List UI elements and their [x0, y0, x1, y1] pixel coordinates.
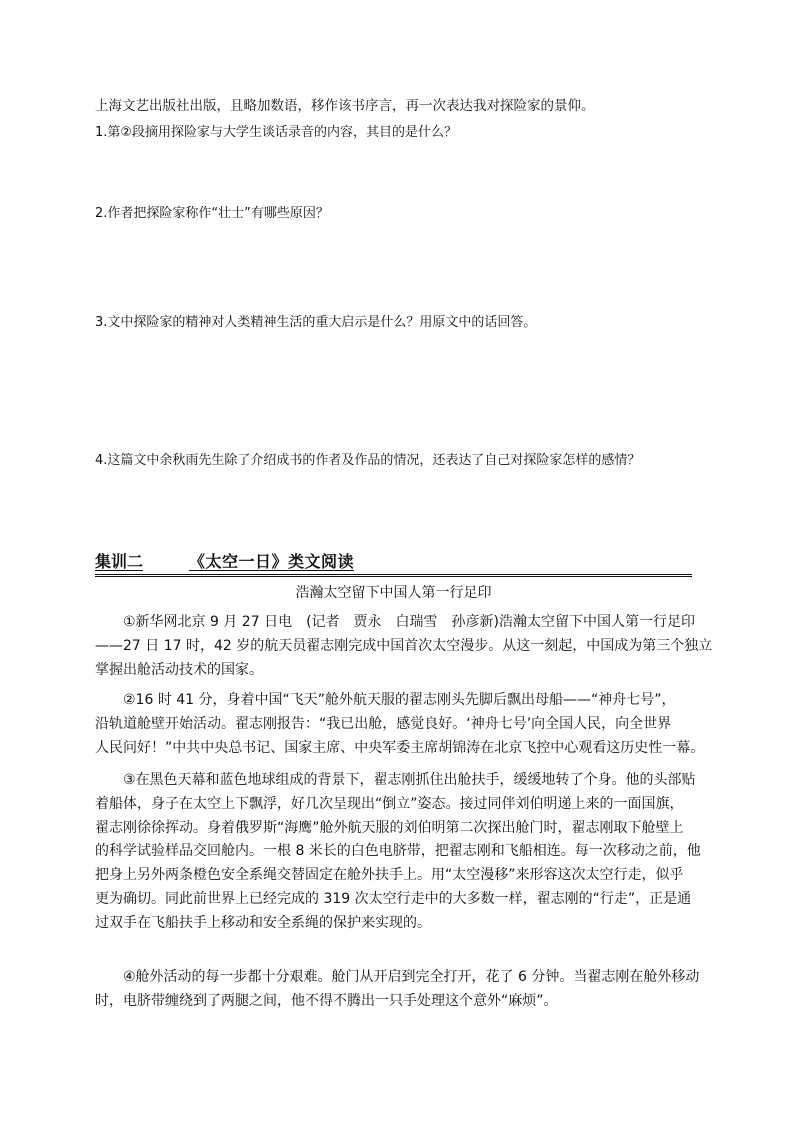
paragraph-line: ④舱外活动的每一步都十分艰难。舱门从开启到完全打开，花了 6 分钟。当翟志刚在舱外移动 [95, 969, 700, 985]
paragraph-line: 沿轨道舱壁开始活动。翟志刚报告：“我已出舱，感觉良好。‘神舟七号’向全国人民，向全世界 [95, 715, 672, 732]
question-4: 4.这篇文中余秋雨先生除了介绍成书的作者及作品的情况，还表达了自己对探险家怎样的感情？ [95, 453, 641, 468]
question-1: 1.第②段摘用探险家与大学生谈话录音的内容，其目的是什么？ [95, 125, 458, 140]
article-title: 浩瀚太空留下中国人第一行足印 [295, 585, 492, 601]
section-header [95, 552, 692, 577]
paragraph-line: ②16 时 41 分，身着中国“飞天”舱外航天服的翟志刚头先脚后飘出母船——“神舟七号”， [95, 692, 676, 708]
paragraph-line: 翟志刚徐徐挥动。身着俄罗斯“海鹰”舱外航天服的刘伯明第二次探出舱门时，翟志刚取下舱壁上 [95, 819, 684, 836]
section-label: 集训二 [95, 552, 144, 571]
paragraph-3 [95, 769, 701, 936]
paragraph-line: 掌握出舱活动技术的国家。 [95, 661, 263, 678]
section-title: 《太空一日》类文阅读 [189, 552, 355, 571]
paragraph-line: ①新华网北京 9 月 27 日电 (记者 贾永 白瑞雪 孙彦新)浩瀚太空留下中国人第一行足印 [95, 614, 695, 630]
paragraph-line: 时，电脐带缠绕到了两腿之间，他不得不腾出一只手处理这个意外“麻烦”。 [95, 992, 558, 1009]
paragraph-line: ——27 日 17 时，42 岁的航天员翟志刚完成中国首次太空漫步。从这一刻起，中国成为第三个独立 [95, 637, 713, 654]
paragraph-line: 的科学试验样品交回舱内。一根 8 米长的白色电脐带，把翟志刚和飞船相连。每一次移动之前，他 [95, 843, 701, 860]
question-2: 2.作者把探险家称作“壮士”有哪些原因？ [95, 206, 329, 221]
paragraph-line: 人民问好！”中共中央总书记、国家主席、中央军委主席胡锦涛在北京飞控中心观看这历史性一幕。 [95, 739, 705, 756]
paragraph-line: 过双手在飞船扶手上移动和安全系绳的保护来实现的。 [95, 914, 431, 931]
paragraph-line: ③在黑色天幕和蓝色地球组成的背景下，翟志刚抓住出舱扶手，缓缓地转了个身。他的头部贴 [95, 772, 696, 788]
paragraph-2 [95, 689, 705, 760]
paragraph-4 [95, 966, 700, 1014]
question-3: 3.文中探险家的精神对人类精神生活的重大启示是什么？用原文中的话回答。 [95, 315, 537, 330]
paragraph-1 [95, 611, 713, 682]
intro-line: 上海文艺出版社出版，且略加数语，移作该书序言，再一次表达我对探险家的景仰。 [95, 98, 595, 114]
paragraph-line: 着船体，身子在太空上下飘浮，好几次呈现出“倒立”姿态。接过同伴刘伯明递上来的一面国旗， [95, 795, 684, 812]
paragraph-line: 把身上另外两条橙色安全系绳交替固定在舱外扶手上。用“太空漫移”来形容这次太空行走，似乎 [95, 867, 684, 884]
paragraph-line: 更为确切。同此前世界上已经完成的 319 次太空行走中的大多数一样，翟志刚的“行走”，正是通 [95, 890, 692, 907]
